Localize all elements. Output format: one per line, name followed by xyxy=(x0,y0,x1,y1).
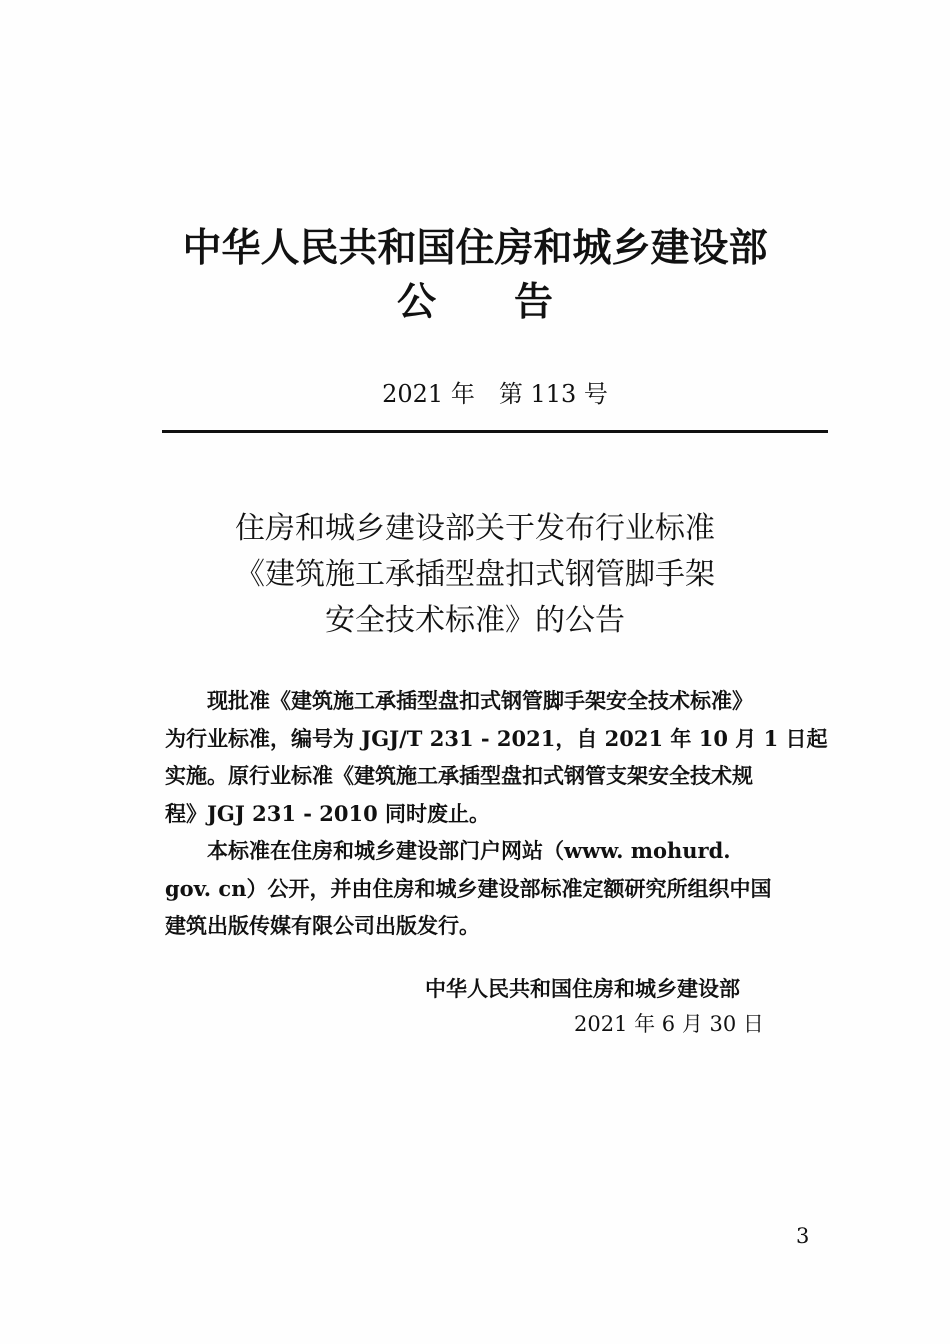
header-divider xyxy=(162,430,828,433)
body-line: 现批准《建筑施工承插型盘扣式钢管脚手架安全技术标准》 xyxy=(165,688,753,713)
body-paragraph-1 xyxy=(165,682,830,832)
body-line: 本标准在住房和城乡建设部门户网站（www. mohurd. xyxy=(165,838,731,863)
title-line-1: 住房和城乡建设部关于发布行业标准 xyxy=(235,511,715,546)
document-title xyxy=(0,506,950,644)
body-line: 实施。原行业标准《建筑施工承插型盘扣式钢管支架安全技术规 xyxy=(165,763,753,788)
body-line: gov. cn）公开，并由住房和城乡建设部标准定额研究所组织中国 xyxy=(165,875,772,901)
page-number: 3 xyxy=(796,1224,810,1248)
body-line: 为行业标准，编号为 JGJ/T 231 - 2021，自 2021 年 10 月 1 日起 xyxy=(165,725,828,751)
title-line-2: 《建筑施工承插型盘扣式钢管脚手架 xyxy=(235,557,715,592)
announcement-body xyxy=(165,682,830,945)
body-line: 程》JGJ 231 - 2010 同时废止。 xyxy=(165,800,491,826)
announcement-label: 公 告 xyxy=(396,279,553,325)
ministry-title: 中华人民共和国住房和城乡建设部 xyxy=(182,225,768,271)
title-line-3: 安全技术标准》的公告 xyxy=(325,603,625,638)
signature-organization: 中华人民共和国住房和城乡建设部 xyxy=(425,976,740,1001)
body-line: 建筑出版传媒有限公司出版发行。 xyxy=(165,913,480,938)
signature-date: 2021 年 6 月 30 日 xyxy=(574,1012,764,1036)
issue-number: 2021 年 第 113 号 xyxy=(382,380,608,408)
body-paragraph-2 xyxy=(165,832,830,945)
